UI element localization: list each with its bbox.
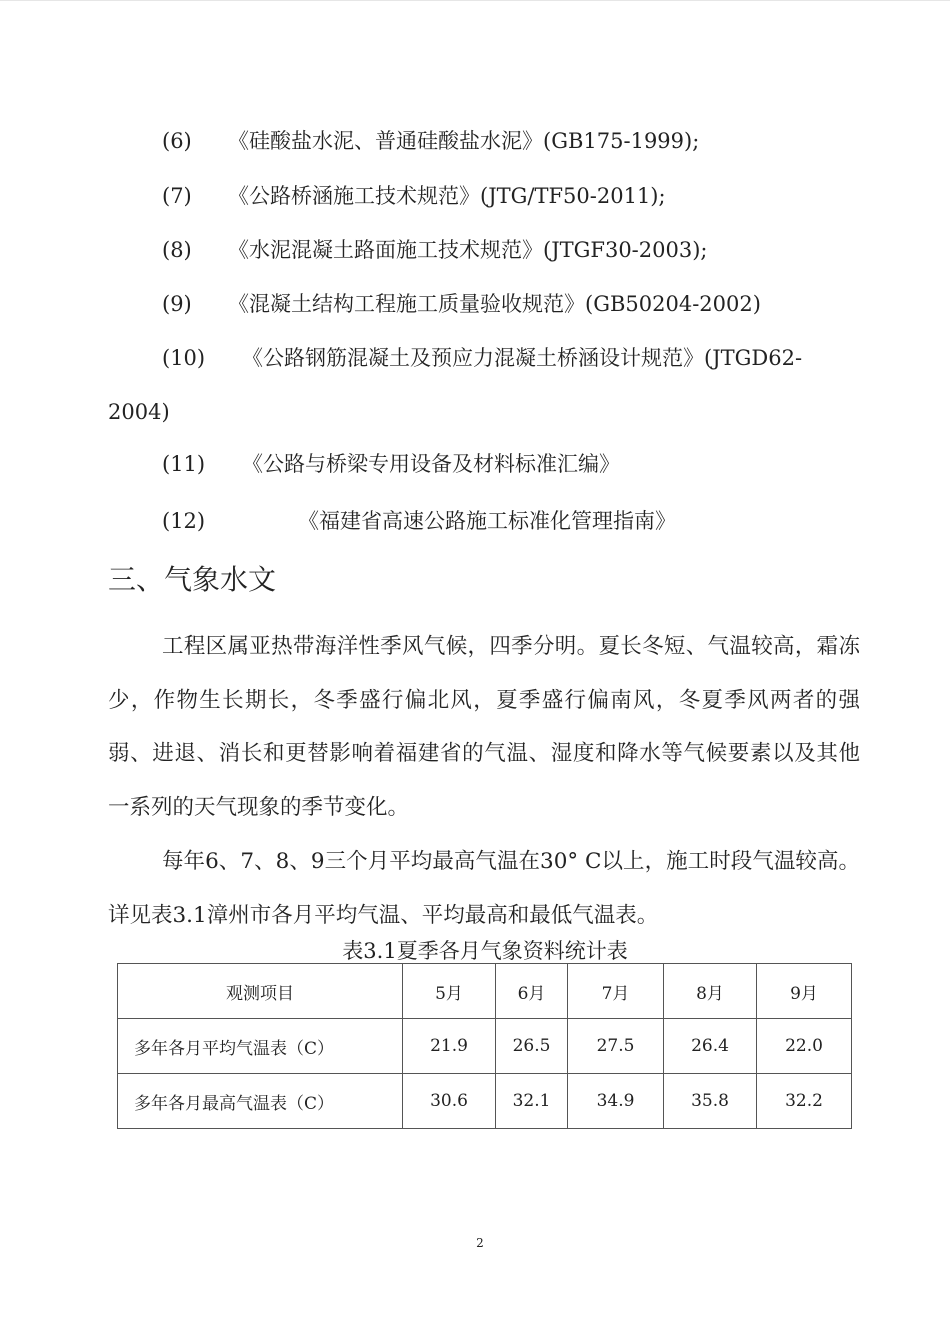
- reference-number: (7): [162, 184, 192, 208]
- reference-number: (9): [162, 292, 192, 316]
- header-cell: 6月: [496, 964, 568, 1019]
- page-top-rule: [0, 0, 950, 1]
- climate-paragraph: 工程区属亚热带海洋性季风气候，四季分明。夏长冬短、气温较高，霜冻少，作物生长期长，冬季盛行偏北风，夏季盛行偏南风，冬夏季风两者的强弱、进退、消长和更替影响着福建省的气温、湿度和降水等气候要素以及其他一系列的天气现象的季节变化。: [108, 634, 860, 820]
- weather-table: [117, 963, 852, 1129]
- reference-number: (12): [162, 509, 206, 533]
- reference-text: 《公路与桥梁专用设备及材料标准汇编》: [242, 452, 620, 476]
- header-cell: 观测项目: [118, 964, 403, 1019]
- reference-item: [162, 236, 708, 264]
- reference-text: 《公路钢筋混凝土及预应力混凝土桥涵设计规范》(JTGD62-: [242, 346, 803, 370]
- value-cell: 21.9: [403, 1019, 496, 1074]
- reference-text: 《水泥混凝土路面施工技术规范》(JTGF30-2003);: [228, 238, 708, 262]
- value-cell: 27.5: [568, 1019, 664, 1074]
- row-label-cell: 多年各月最高气温表（C）: [118, 1074, 403, 1129]
- value-cell: 26.5: [496, 1019, 568, 1074]
- header-cell: 9月: [757, 964, 852, 1019]
- temperature-paragraph: 每年6、7、8、9三个月平均最高气温在30° C以上，施工时段气温较高。详见表3.1漳州市各月平均气温、平均最高和最低气温表。: [108, 849, 860, 928]
- table-caption: 表3.1夏季各月气象资料统计表: [342, 939, 628, 963]
- table-header-row: [118, 964, 852, 1019]
- reference-number: (8): [162, 238, 192, 262]
- reference-item: [162, 344, 802, 372]
- reference-item: [162, 450, 620, 478]
- row-label-cell: 多年各月平均气温表（C）: [118, 1019, 403, 1074]
- value-cell: 26.4: [664, 1019, 757, 1074]
- value-cell: 30.6: [403, 1074, 496, 1129]
- reference-item: [162, 507, 676, 535]
- reference-continuation: 2004): [108, 400, 170, 424]
- page-number: 2: [476, 1236, 484, 1250]
- table-row: [118, 1019, 852, 1074]
- table-row: [118, 1074, 852, 1129]
- reference-number: (11): [162, 452, 206, 476]
- header-cell: 5月: [403, 964, 496, 1019]
- section-heading: 三、气象水文: [108, 563, 277, 596]
- reference-text: 《混凝土结构工程施工质量验收规范》(GB50204-2002): [228, 292, 761, 316]
- reference-number: (6): [162, 129, 192, 153]
- value-cell: 32.2: [757, 1074, 852, 1129]
- reference-item: [162, 182, 666, 210]
- reference-text: 《福建省高速公路施工标准化管理指南》: [298, 509, 676, 533]
- header-cell: 8月: [664, 964, 757, 1019]
- reference-item: [162, 127, 699, 155]
- value-cell: 34.9: [568, 1074, 664, 1129]
- value-cell: 35.8: [664, 1074, 757, 1129]
- value-cell: 32.1: [496, 1074, 568, 1129]
- reference-number: (10): [162, 346, 206, 370]
- value-cell: 22.0: [757, 1019, 852, 1074]
- reference-text: 《硅酸盐水泥、普通硅酸盐水泥》(GB175-1999);: [228, 129, 700, 153]
- header-cell: 7月: [568, 964, 664, 1019]
- reference-text: 《公路桥涵施工技术规范》(JTG/TF50-2011);: [228, 184, 666, 208]
- reference-item: [162, 290, 761, 318]
